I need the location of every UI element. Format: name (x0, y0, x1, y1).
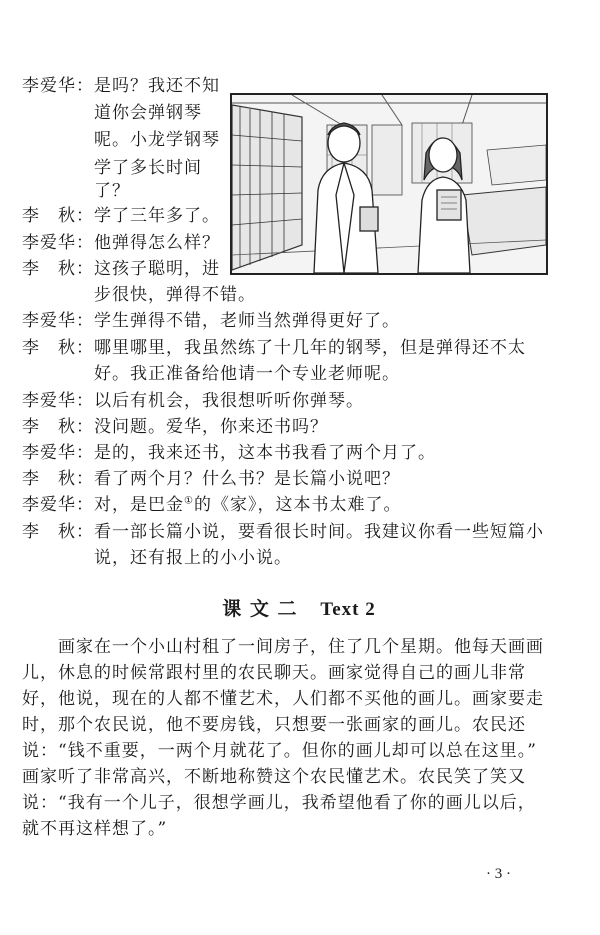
page-number: · 3 · (486, 866, 511, 882)
dialogue-text: 以后有机会，我很想听听你弹琴。 (94, 391, 364, 411)
dialogue-text: 说，还有报上的小小说。 (94, 548, 292, 568)
dialogue-line (22, 363, 400, 385)
speaker: 李爱华： (22, 233, 94, 253)
dialogue-line (22, 494, 401, 516)
speaker: 李 秋： (22, 522, 94, 542)
dialogue-line (22, 258, 220, 280)
dialogue-line (22, 102, 202, 124)
dialogue-text: 学生弹得不错，老师当然弹得更好了。 (94, 311, 400, 331)
dialogue-line (22, 310, 400, 332)
dialogue-text: 的《家》，这本书太难了。 (193, 495, 402, 515)
paragraph-line: 画家听了非常高兴，不断地称赞这个农民懂艺术。农民笑了笑又 (22, 767, 526, 787)
speaker: 李爱华： (22, 495, 94, 515)
dialogue-text: 道你会弹钢琴 (94, 103, 202, 123)
paragraph-line: 说：“我有一个儿子，很想学画儿，我希望他看了你的画儿以后， (22, 793, 536, 813)
speaker: 李爱华： (22, 443, 94, 463)
dialogue-line (22, 129, 220, 151)
paragraph-line: 画家在一个小山村租了一间房子，住了几个星期。他每天画画 (58, 637, 544, 657)
dialogue-text: 这孩子聪明，进 (94, 259, 220, 279)
library-illustration (230, 93, 548, 275)
speaker: 李 秋： (22, 469, 94, 489)
dialogue-line (22, 337, 526, 359)
dialogue-line (22, 205, 220, 227)
dialogue-line (22, 75, 220, 97)
dialogue-text: 看一部长篇小说，要看很长时间。我建议你看一些短篇小 (94, 522, 544, 542)
speaker: 李爱华： (22, 311, 94, 331)
dialogue-text: 学了三年多了。 (94, 206, 220, 226)
speaker: 李爱华： (22, 391, 94, 411)
speaker: 李 秋： (22, 206, 94, 226)
dialogue-line (22, 180, 130, 202)
text2-title-cn: 课 文 二 (222, 598, 298, 620)
paragraph-line: 儿，休息的时候常跟村里的农民聊天。画家觉得自己的画儿非常 (22, 663, 526, 683)
text2-title-en: Text 2 (320, 599, 376, 620)
dialogue-text: 是的，我来还书，这本书我看了两个月了。 (94, 443, 436, 463)
dialogue-text: 学了多长时间 (94, 158, 202, 178)
speaker: 李 秋： (22, 417, 94, 437)
dialogue-text: 步很快，弹得不错。 (94, 285, 256, 305)
speaker: 李 秋： (22, 259, 94, 279)
dialogue-line (22, 157, 202, 179)
library-scene-drawing (232, 95, 546, 273)
dialogue-text: 呢。小龙学钢琴 (94, 130, 220, 150)
dialogue-text: 了？ (94, 181, 130, 201)
speaker: 李 秋： (22, 338, 94, 358)
dialogue-line (22, 547, 292, 569)
dialogue-text: 好。我正准备给他请一个专业老师呢。 (94, 364, 400, 384)
dialogue-line (22, 442, 436, 464)
dialogue-line (22, 521, 544, 543)
dialogue-line (22, 284, 256, 306)
dialogue-text: 看了两个月？什么书？是长篇小说吧？ (94, 469, 400, 489)
dialogue-line (22, 468, 400, 490)
text2-title (214, 594, 384, 621)
paragraph-line: 时，那个农民说，他不要房钱，只想要一张画家的画儿。农民还 (22, 715, 526, 735)
dialogue-text: 他弹得怎么样？ (94, 233, 220, 253)
dialogue-line (22, 416, 328, 438)
speaker: 李爱华： (22, 76, 94, 96)
dialogue-text: 哪里哪里，我虽然练了十几年的钢琴，但是弹得还不太 (94, 338, 526, 358)
dialogue-line (22, 390, 364, 412)
footnote-marker: ① (184, 495, 194, 507)
dialogue-line (22, 232, 220, 254)
dialogue-text: 是吗？我还不知 (94, 76, 220, 96)
dialogue-text: 对，是巴金 (94, 495, 184, 515)
paragraph-line: 好，他说，现在的人都不懂艺术，人们都不买他的画儿。画家要走 (22, 689, 544, 709)
dialogue-text: 没问题。爱华，你来还书吗？ (94, 417, 328, 437)
paragraph-line: 说：“钱不重要，一两个月就花了。但你的画儿却可以总在这里。” (22, 741, 537, 761)
paragraph-line: 就不再这样想了。” (22, 819, 168, 839)
